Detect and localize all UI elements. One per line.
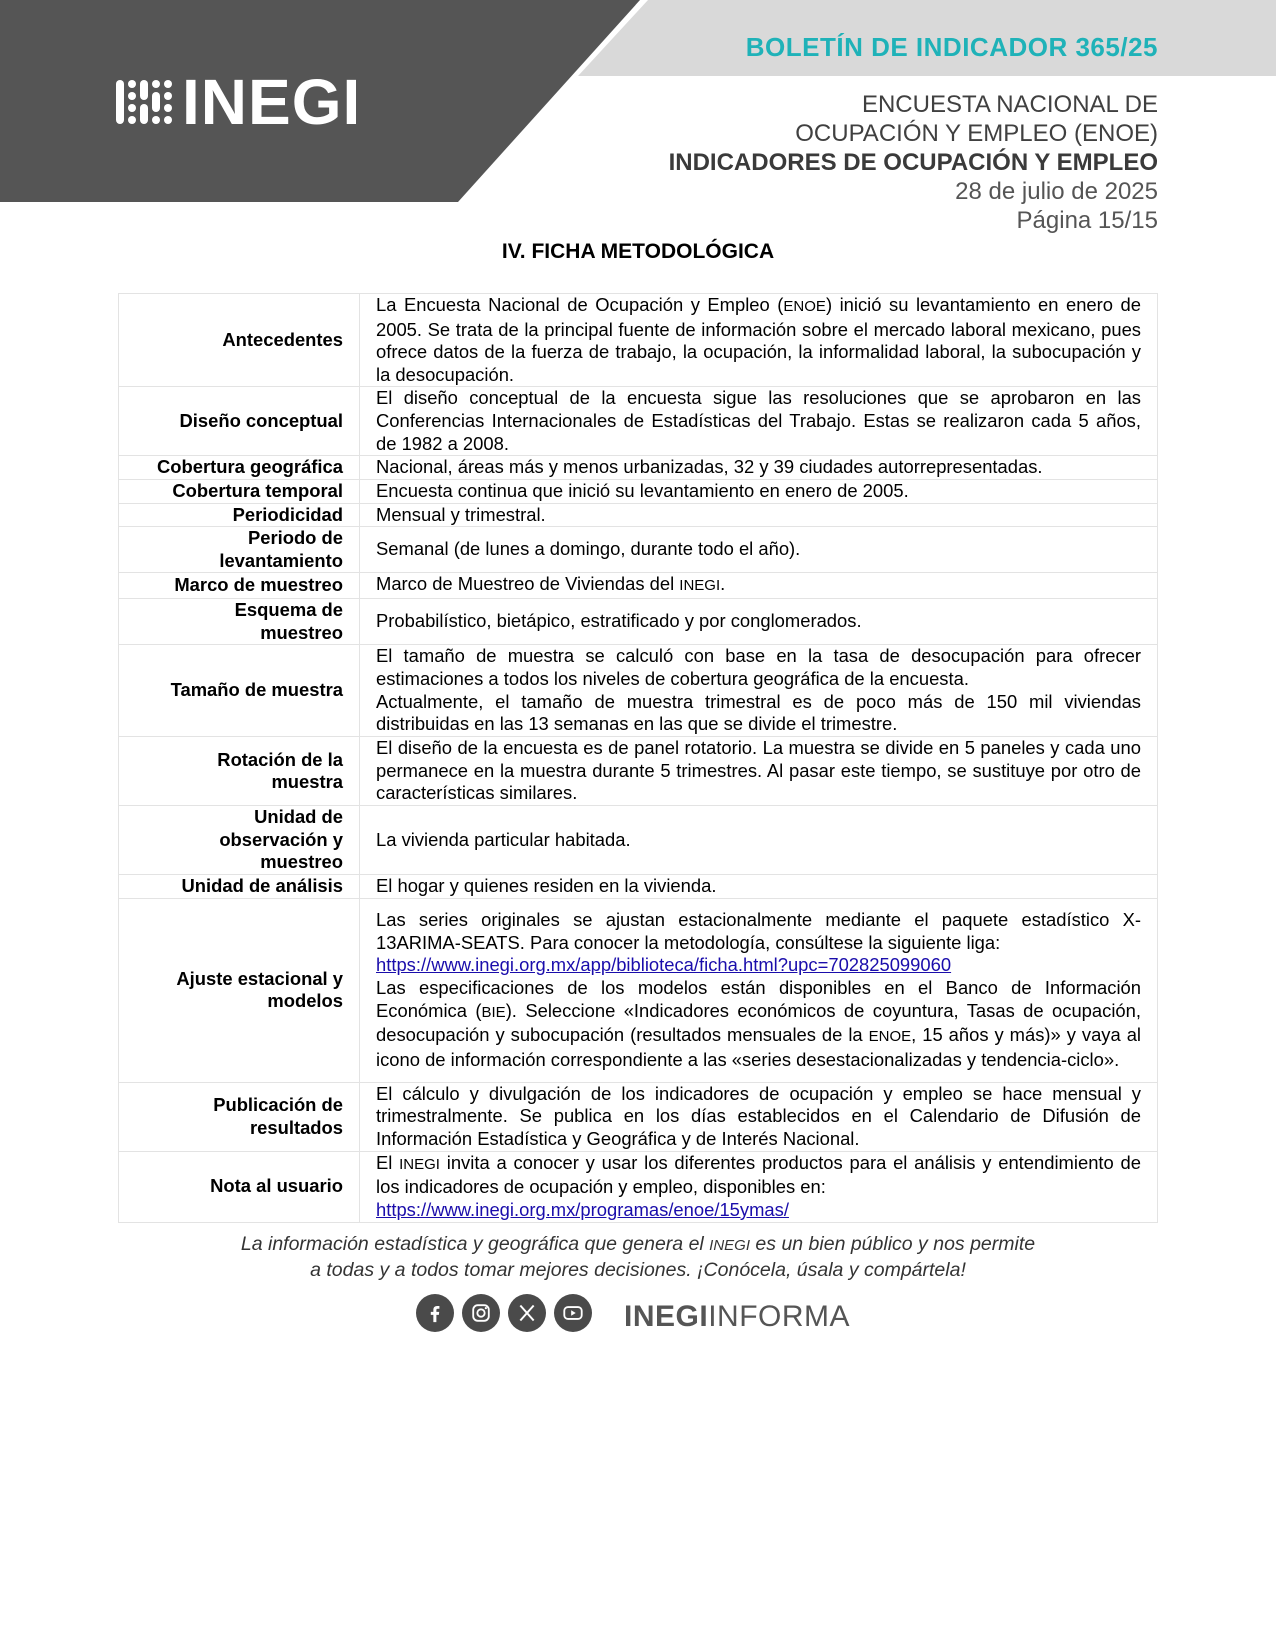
biblioteca-link[interactable]: https://www.inegi.org.mx/app/biblioteca/ficha.html?upc=702825099060 [376,954,952,976]
inegi-informa-brand: INEGIINFORMA [624,1300,851,1333]
row-value: Encuesta continua que inició su levantamiento en enero de 2005. [360,479,1158,503]
methodology-table [118,293,1158,1223]
youtube-icon[interactable] [554,1294,592,1332]
row-value: El hogar y quienes residen en la vivienda. [360,875,1158,899]
table-row [119,456,1158,480]
row-label: Tamaño de muestra [119,645,360,737]
enoe-program-link[interactable]: https://www.inegi.org.mx/programas/enoe/15ymas/ [376,1198,789,1220]
facebook-icon[interactable] [416,1294,454,1332]
table-row [119,387,1158,456]
table-row [119,737,1158,806]
logo-text: INEGI [182,66,362,138]
table-row [119,598,1158,644]
instagram-icon[interactable] [462,1294,500,1332]
row-label: Periodo de levantamiento [119,527,360,573]
row-label: Unidad de observación y muestreo [119,806,360,875]
row-value: La Encuesta Nacional de Ocupación y Empleo (ENOE) inició su levantamiento en enero de 2005. Se trata de la principal fuente de información sobre el mercado laboral mexicano, pues ofrece datos de la fuerza de trabajo, la ocupación, la informalidad laboral, la subocupación y la desocupación. [360,294,1158,387]
row-label: Rotación de la muestra [119,737,360,806]
table-row [119,645,1158,737]
row-label: Esquema de muestreo [119,598,360,644]
survey-name: ENCUESTA NACIONAL DE OCUPACIÓN Y EMPLEO (ENOE) [795,91,1158,147]
footer-note: La información estadística y geográfica que genera el INEGI es un bien público y nos permite a todas y a todos tomar mejores decisiones. ¡Conócela, úsala y compártela! [240,1233,1036,1281]
bulletin-number: BOLETÍN DE INDICADOR 365/25 [745,32,1158,62]
row-value: El diseño conceptual de la encuesta sigue las resoluciones que se aprobaron en las Conferencias Internacionales de Estadísticas del Trabajo. Estas se realizaron cada 5 años, de 1982 a 2008. [360,387,1158,456]
table-row [119,479,1158,503]
row-value: Las series originales se ajustan estacionalmente mediante el paquete estadístico X-13ARIMA-SEATS. Para conocer la metodología, consúltese la siguiente liga: https://www.inegi.org.mx/app/biblioteca/ficha.html?upc=702825099060 Las especificaciones de los modelos están disponibles en el Banco de Información Económica (BIE). Seleccione «Indicadores económicos de coyuntura, Tasas de ocupación, desocupación y subocupación (resultados mensuales de la ENOE, 15 años y más)» y vaya al icono de información correspondiente a las «series desestacionalizadas y tendencia-ciclo». [360,898,1158,1082]
row-label: Diseño conceptual [119,387,360,456]
table-row [119,573,1158,599]
row-value: Mensual y trimestral. [360,503,1158,527]
table-row [119,1151,1158,1222]
document-title: INDICADORES DE OCUPACIÓN Y EMPLEO [668,149,1158,176]
document-date: 28 de julio de 2025 [955,178,1158,205]
row-value: Probabilístico, bietápico, estratificado y por conglomerados. [360,598,1158,644]
table-row [119,875,1158,899]
row-value: La vivienda particular habitada. [360,806,1158,875]
page-number: Página 15/15 [1016,207,1158,234]
row-label: Periodicidad [119,503,360,527]
x-icon[interactable] [508,1294,546,1332]
table-row [119,527,1158,573]
table-row [119,294,1158,387]
table-row [119,1082,1158,1151]
row-value: El tamaño de muestra se calculó con base en la tasa de desocupación para ofrecer estimaciones a todos los niveles de cobertura geográfica de la encuesta. Actualmente, el tamaño de muestra trimestral es de poco más de 150 mil viviendas distribuidas en las 13 semanas en las que se divide el trimestre. [360,645,1158,737]
row-label: Cobertura temporal [119,479,360,503]
row-label: Unidad de análisis [119,875,360,899]
row-label: Marco de muestreo [119,573,360,599]
social-icons [416,1294,592,1332]
row-label: Cobertura geográfica [119,456,360,480]
row-label: Ajuste estacional y modelos [119,898,360,1082]
row-label: Publicación de resultados [119,1082,360,1151]
row-value: Semanal (de lunes a domingo, durante todo el año). [360,527,1158,573]
row-value: El INEGI invita a conocer y usar los diferentes productos para el análisis y entendimiento de los indicadores de ocupación y empleo, disponibles en: https://www.inegi.org.mx/programas/enoe/15ymas/ [360,1151,1158,1222]
row-label: Nota al usuario [119,1151,360,1222]
inegi-logo-mark-icon [116,80,172,124]
table-row [119,898,1158,1082]
table-row [119,503,1158,527]
row-label: Antecedentes [119,294,360,387]
row-value: El cálculo y divulgación de los indicadores de ocupación y empleo se hace mensual y trimestralmente. Se publica en los días establecidos en el Calendario de Difusión de Información Estadística y Geográfica y de Interés Nacional. [360,1082,1158,1151]
table-row [119,806,1158,875]
section-title: IV. FICHA METODOLÓGICA [501,240,775,263]
inegi-logo[interactable] [116,66,362,138]
row-value: Nacional, áreas más y menos urbanizadas, 32 y 39 ciudades autorrepresentadas. [360,456,1158,480]
row-value: El diseño de la encuesta es de panel rotatorio. La muestra se divide en 5 paneles y cada uno permanece en la muestra durante 5 trimestres. Al pasar este tiempo, se sustituye por otro de características similares. [360,737,1158,806]
row-value: Marco de Muestreo de Viviendas del INEGI. [360,573,1158,599]
document-date-page [955,177,1158,235]
